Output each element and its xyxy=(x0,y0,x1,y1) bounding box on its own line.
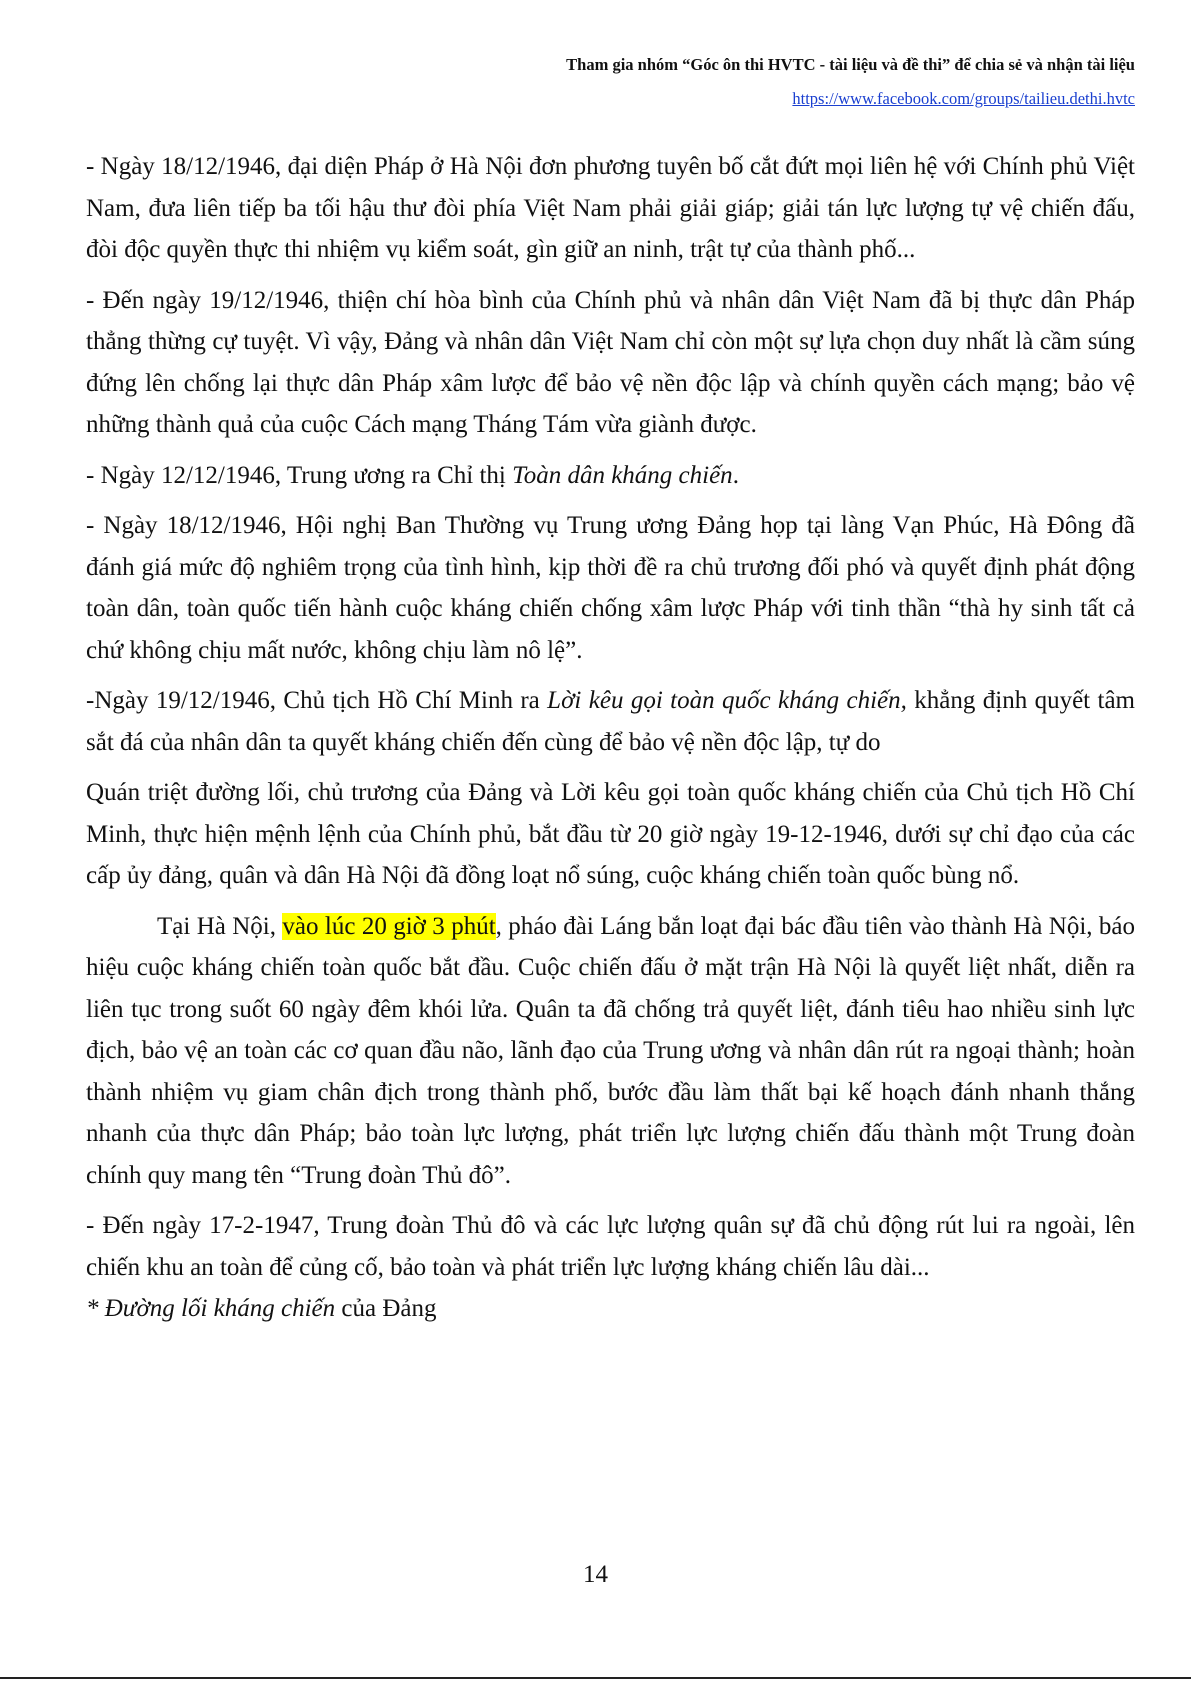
paragraph-9 xyxy=(86,1288,1135,1330)
paragraph-3-end: . xyxy=(732,461,739,489)
page-header xyxy=(566,54,1135,110)
paragraph-3 xyxy=(86,455,1135,497)
paragraph-5-text: -Ngày 19/12/1946, Chủ tịch Hồ Chí Minh ra xyxy=(86,687,548,714)
paragraph-1: - Ngày 18/12/1946, đại diện Pháp ở Hà Nội đơn phương tuyên bố cắt đứt mọi liên hệ với Chính phủ Việt Nam, đưa liên tiếp ba tối hậu thư đòi phía Việt Nam phải giải giáp; giải tán lực lượng tự vệ chiến đấu, đòi độc quyền thực thi nhiệm vụ kiểm soát, gìn giữ an ninh, trật tự của thành phố... xyxy=(86,153,1135,263)
highlighted-time: vào lúc 20 giờ 3 phút xyxy=(282,912,496,940)
bottom-divider xyxy=(0,1677,1191,1679)
paragraph-7-rest: , pháo đài Láng bắn loạt đại bác đầu tiên vào thành Hà Nội, báo hiệu cuộc kháng chiến toàn quốc bắt đầu. Cuộc chiến đấu ở mặt trận Hà Nội là quyết liệt nhất, diễn ra liên tục trong suốt 60 ngày đêm khói lửa. Quân ta đã chống trả quyết liệt, đánh tiêu hao nhiều sinh lực địch, bảo vệ an toàn các cơ quan đầu não, lãnh đạo của Trung ương và nhân dân rút ra ngoại thành; hoàn thành nhiệm vụ giam chân địch trong thành phố, bước đầu làm thất bại kế hoạch đánh nhanh thắng nhanh của thực dân Pháp; bảo toàn lực lượng, phát triển lực lượng chiến đấu thành một Trung đoàn chính quy mang tên “Trung đoàn Thủ đô”. xyxy=(86,912,1136,1189)
paragraph-8: - Đến ngày 17-2-1947, Trung đoàn Thủ đô và các lực lượng quân sự đã chủ động rút lui ra ngoài, lên chiến khu an toàn để củng cố, bảo toàn và phát triển lực lượng kháng chiến lâu dài... xyxy=(86,1212,1135,1281)
paragraph-6: Quán triệt đường lối, chủ trương của Đảng và Lời kêu gọi toàn quốc kháng chiến của Chủ tịch Hồ Chí Minh, thực hiện mệnh lệnh của Chính phủ, bắt đầu từ 20 giờ ngày 19-12-1946, dưới sự chỉ đạo của các cấp ủy đảng, quân và dân Hà Nội đã đồng loạt nổ súng, cuộc kháng chiến toàn quốc bùng nổ. xyxy=(86,779,1135,889)
document-body xyxy=(86,146,1135,1330)
paragraph-2: - Đến ngày 19/12/1946, thiện chí hòa bình của Chính phủ và nhân dân Việt Nam đã bị thực dân Pháp thẳng thừng cự tuyệt. Vì vậy, Đảng và nhân dân Việt Nam chỉ còn một sự lựa chọn duy nhất là cầm súng đứng lên chống lại thực dân Pháp xâm lược để bảo vệ nền độc lập và chính quyền cách mạng; bảo vệ những thành quả của cuộc Cách mạng Tháng Tám vừa giành được. xyxy=(86,286,1135,438)
page-number: 14 xyxy=(583,1561,608,1588)
header-title: Tham gia nhóm “Góc ôn thi HVTC - tài liệu và đề thi” để chia sẻ và nhận tài liệu xyxy=(566,55,1135,74)
paragraph-7 xyxy=(86,906,1135,1197)
facebook-group-link[interactable]: https://www.facebook.com/groups/tailieu.dethi.hvtc xyxy=(792,89,1135,108)
section-heading: * Đường lối kháng chiến xyxy=(86,1295,336,1322)
section-heading-suffix: của Đảng xyxy=(335,1295,437,1322)
appeal-title: Lời kêu gọi toàn quốc kháng chiến, xyxy=(547,687,907,714)
paragraph-3-text: - Ngày 12/12/1946, Trung ương ra Chỉ thị xyxy=(86,461,513,489)
paragraph-7-text: Tại Hà Nội, xyxy=(157,912,283,940)
directive-title: Toàn dân kháng chiến xyxy=(512,461,733,489)
paragraph-4: - Ngày 18/12/1946, Hội nghị Ban Thường vụ Trung ương Đảng họp tại làng Vạn Phúc, Hà Đông đã đánh giá mức độ nghiêm trọng của tình hình, kịp thời đề ra chủ trương đối phó và quyết định phát động toàn dân, toàn quốc tiến hành cuộc kháng chiến chống xâm lược Pháp với tinh thần “thà hy sinh tất cả chứ không chịu mất nước, không chịu làm nô lệ”. xyxy=(86,512,1135,664)
paragraph-5 xyxy=(86,680,1135,763)
paragraph-5-rest: khẳng định quyết tâm sắt đá của nhân dân ta quyết kháng chiến đến cùng để bảo vệ nền độc lập, tự do xyxy=(86,687,1136,756)
